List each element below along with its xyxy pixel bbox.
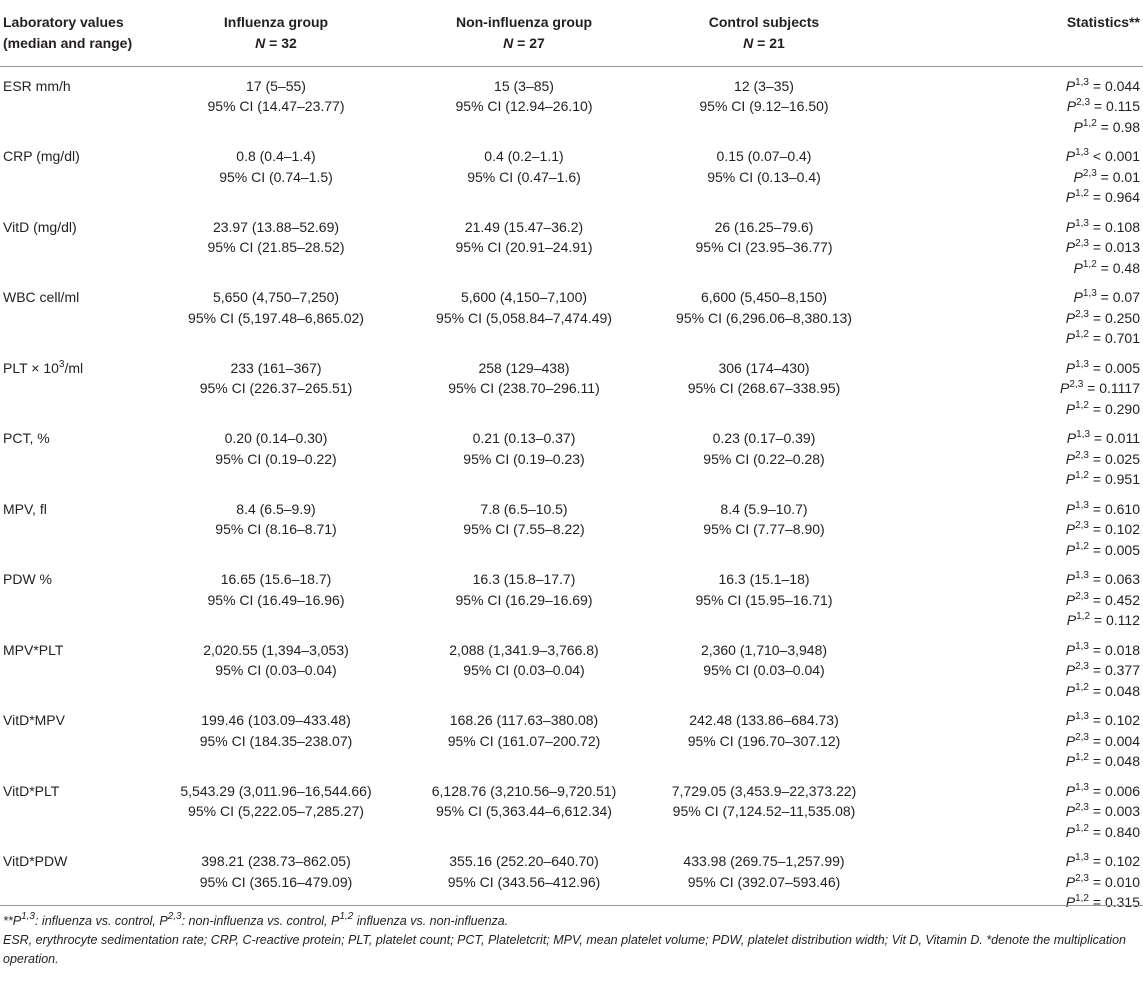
p-value: P$^{2,3}$ = 0.01 [1073, 167, 1140, 185]
header-control [644, 0, 884, 66]
confidence-interval: 95% CI (0.19–0.23) [463, 450, 585, 467]
header-lab-values-line1: Laboratory values [3, 14, 124, 30]
median-range: 8.4 (5.9–10.7) [720, 500, 808, 517]
table-body [0, 66, 1143, 913]
influenza-cell [148, 137, 404, 208]
median-range: 398.21 (238.73–862.05) [201, 853, 351, 869]
p-value: P$^{1,3}$ < 0.001 [1065, 147, 1140, 164]
table-header [0, 0, 1143, 66]
median-range: 23.97 (13.88–52.69) [212, 218, 340, 235]
p-value: P$^{1,3}$ = 0.005 [1065, 358, 1140, 376]
median-range: 233 (161–367) [230, 359, 322, 376]
median-range: 0.4 (0.2–1.1) [484, 148, 564, 164]
noninfluenza-cell [404, 772, 644, 843]
influenza-cell [148, 490, 404, 561]
row-label-text: MPV, fl [3, 500, 47, 517]
median-range: 5,600 (4,150–7,100) [460, 289, 588, 305]
row-label [0, 66, 148, 137]
table-footnotes [0, 905, 1143, 981]
statistics-cell [884, 490, 1143, 561]
confidence-interval: 95% CI (5,197.48–6,865.02) [188, 309, 364, 326]
median-range: 306 (174–430) [718, 359, 810, 376]
median-range: 7,729.05 (3,453.9–22,373.22) [671, 782, 857, 799]
confidence-interval: 95% CI (9.12–16.50) [699, 98, 829, 114]
influenza-cell [148, 560, 404, 631]
median-range: 199.46 (103.09–433.48) [201, 712, 351, 728]
influenza-cell [148, 349, 404, 420]
p-value: P$^{1,3}$ = 0.102 [1065, 711, 1140, 728]
median-range: 0.23 (0.17–0.39) [712, 430, 816, 446]
row-label-sup: 3 [58, 358, 65, 370]
table-row [0, 490, 1143, 561]
p-value: P$^{2,3}$ = 0.102 [1065, 520, 1140, 537]
control-cell [644, 772, 884, 843]
p-value: P$^{2,3}$ = 0.250 [1065, 308, 1140, 326]
row-label-text: CRP (mg/dl) [3, 148, 80, 164]
median-range: 0.20 (0.14–0.30) [224, 430, 328, 446]
header-noninfluenza-title: Non-influenza group [455, 14, 593, 30]
median-range: 0.21 (0.13–0.37) [472, 430, 576, 446]
median-range: 6,600 (5,450–8,150) [700, 289, 828, 305]
footnote-comparisons: $**P^{1,3}$: influenza vs. control, P$^{2,3}$: non-influenza vs. control, P$^{1,2}$ influenza vs. non-influenza. [3, 911, 509, 928]
statistics-cell [884, 772, 1143, 843]
median-range: 16.3 (15.8–17.7) [472, 571, 576, 587]
row-label [0, 701, 148, 772]
row-label [0, 208, 148, 279]
statistics-cell [884, 349, 1143, 420]
row-label [0, 631, 148, 702]
p-value: P$^{1,3}$ = 0.018 [1065, 640, 1140, 658]
control-cell [644, 631, 884, 702]
median-range: 0.8 (0.4–1.4) [236, 148, 316, 164]
confidence-interval: 95% CI (21.85–28.52) [207, 239, 345, 255]
statistics-cell [884, 66, 1143, 137]
header-lab-values-line2: (median and range) [3, 35, 133, 51]
p-value: P$^{1,2}$ = 0.005 [1065, 540, 1140, 558]
control-cell [644, 842, 884, 913]
statistics-cell [884, 701, 1143, 772]
confidence-interval: 95% CI (392.07–593.46) [687, 873, 841, 890]
noninfluenza-cell [404, 490, 644, 561]
p-value: P$^{2,3}$ = 0.452 [1065, 590, 1140, 608]
row-label [0, 419, 148, 490]
median-range: 242.48 (133.86–684.73) [689, 712, 839, 728]
confidence-interval: 95% CI (14.47–23.77) [207, 98, 345, 114]
row-label-text: VitD*PLT [3, 782, 60, 799]
table-row [0, 560, 1143, 631]
row-label [0, 137, 148, 208]
p-value: P$^{1,2}$ = 0.48 [1073, 258, 1140, 276]
median-range: 2,088 (1,341.9–3,766.8) [449, 641, 599, 658]
control-cell [644, 66, 884, 137]
confidence-interval: 95% CI (343.56–412.96) [447, 873, 601, 890]
p-value: P$^{2,3}$ = 0.004 [1065, 731, 1140, 749]
header-influenza-title: Influenza group [223, 14, 329, 30]
p-value: P$^{1,2}$ = 0.315 [1065, 893, 1140, 910]
table-row [0, 842, 1143, 913]
noninfluenza-cell [404, 278, 644, 349]
noninfluenza-cell [404, 560, 644, 631]
noninfluenza-cell [404, 419, 644, 490]
median-range: 16.3 (15.1–18) [718, 571, 810, 587]
noninfluenza-cell [404, 66, 644, 137]
p-value: P$^{1,3}$ = 0.063 [1065, 570, 1140, 587]
p-value: P$^{1,2}$ = 0.840 [1065, 822, 1140, 840]
confidence-interval: 95% CI (5,363.44–6,612.34) [436, 803, 612, 819]
median-range: 17 (5–55) [246, 77, 306, 94]
row-label [0, 560, 148, 631]
confidence-interval: 95% CI (0.74–1.5) [219, 168, 333, 185]
confidence-interval: 95% CI (161.07–200.72) [447, 732, 601, 749]
statistics-cell [884, 278, 1143, 349]
p-value: P$^{1,2}$ = 0.964 [1065, 188, 1140, 205]
header-noninfluenza [404, 0, 644, 66]
confidence-interval: 95% CI (238.70–296.11) [448, 380, 600, 396]
confidence-interval: 95% CI (23.95–36.77) [695, 239, 833, 255]
control-cell [644, 208, 884, 279]
median-range: 2,360 (1,710–3,948) [700, 641, 828, 658]
header-influenza-n: N = 32 [255, 35, 297, 51]
confidence-interval: 95% CI (0.03–0.04) [463, 662, 585, 678]
p-value: P$^{2,3}$ = 0.025 [1065, 449, 1140, 467]
header-control-n: N = 21 [743, 35, 785, 51]
influenza-cell [148, 419, 404, 490]
confidence-interval: 95% CI (365.16–479.09) [199, 873, 353, 890]
p-value: P$^{1,3}$ = 0.108 [1065, 217, 1140, 235]
row-label [0, 278, 148, 349]
header-control-title: Control subjects [708, 14, 820, 30]
statistics-cell [884, 560, 1143, 631]
confidence-interval: 95% CI (5,058.84–7,474.49) [436, 309, 612, 326]
noninfluenza-cell [404, 137, 644, 208]
confidence-interval: 95% CI (0.03–0.04) [703, 662, 825, 678]
row-label [0, 772, 148, 843]
header-noninfluenza-n: N = 27 [503, 35, 545, 51]
table-row [0, 631, 1143, 702]
confidence-interval: 95% CI (226.37–265.51) [199, 380, 353, 396]
table-row [0, 419, 1143, 490]
p-value: P$^{2,3}$ = 0.377 [1065, 661, 1140, 678]
p-value: P$^{1,2}$ = 0.048 [1065, 681, 1140, 699]
p-value: P$^{2,3}$ = 0.1117 [1060, 379, 1140, 396]
median-range: 168.26 (117.63–380.08) [449, 712, 599, 728]
table-row [0, 701, 1143, 772]
confidence-interval: 95% CI (12.94–26.10) [455, 98, 593, 114]
control-cell [644, 349, 884, 420]
noninfluenza-cell [404, 701, 644, 772]
p-value: P$^{1,2}$ = 0.290 [1065, 399, 1140, 417]
table-row [0, 66, 1143, 137]
table-row [0, 349, 1143, 420]
control-cell [644, 419, 884, 490]
row-label-text: VitD*MPV [3, 712, 65, 728]
row-label [0, 842, 148, 913]
confidence-interval: 95% CI (0.13–0.4) [707, 168, 821, 185]
row-label [0, 349, 148, 420]
p-value: P$^{1,3}$ = 0.07 [1073, 288, 1140, 305]
confidence-interval: 95% CI (8.16–8.71) [215, 521, 337, 537]
confidence-interval: 95% CI (7,124.52–11,535.08) [672, 803, 856, 819]
row-label [0, 490, 148, 561]
p-value: P$^{1,3}$ = 0.610 [1065, 499, 1140, 517]
median-range: 433.98 (269.75–1,257.99) [683, 853, 845, 869]
median-range: 21.49 (15.47–36.2) [464, 218, 584, 235]
statistics-cell [884, 208, 1143, 279]
median-range: 8.4 (6.5–9.9) [236, 500, 316, 517]
confidence-interval: 95% CI (0.19–0.22) [215, 450, 337, 467]
p-value: P$^{1,3}$ = 0.102 [1065, 852, 1140, 869]
row-label-text: ESR mm/h [3, 77, 71, 94]
p-value: P$^{2,3}$ = 0.010 [1065, 872, 1140, 890]
confidence-interval: 95% CI (268.67–338.95) [687, 380, 841, 396]
confidence-interval: 95% CI (6,296.06–8,380.13) [676, 309, 852, 326]
row-label-text: PDW % [3, 571, 52, 587]
confidence-interval: 95% CI (0.47–1.6) [467, 168, 581, 185]
table-row [0, 772, 1143, 843]
confidence-interval: 95% CI (20.91–24.91) [455, 239, 593, 255]
table-row [0, 137, 1143, 208]
row-label-text: WBC cell/ml [3, 289, 80, 305]
p-value: P$^{1,2}$ = 0.98 [1073, 117, 1140, 135]
median-range: 5,650 (4,750–7,250) [212, 289, 340, 305]
control-cell [644, 701, 884, 772]
influenza-cell [148, 631, 404, 702]
noninfluenza-cell [404, 842, 644, 913]
confidence-interval: 95% CI (7.55–8.22) [463, 521, 585, 537]
noninfluenza-cell [404, 631, 644, 702]
statistics-cell [884, 631, 1143, 702]
p-value: P$^{1,2}$ = 0.951 [1065, 470, 1140, 487]
p-value: P$^{1,2}$ = 0.048 [1065, 752, 1140, 769]
statistics-cell [884, 137, 1143, 208]
influenza-cell [148, 772, 404, 843]
row-label-text: PLT × 10 [3, 359, 59, 376]
influenza-cell [148, 66, 404, 137]
confidence-interval: 95% CI (5,222.05–7,285.27) [188, 803, 364, 819]
confidence-interval: 95% CI (16.49–16.96) [207, 591, 345, 608]
statistics-cell [884, 842, 1143, 913]
confidence-interval: 95% CI (196.70–307.12) [687, 732, 841, 749]
row-label-suffix: /ml [64, 359, 84, 376]
statistics-cell [884, 419, 1143, 490]
table-row [0, 278, 1143, 349]
median-range: 0.15 (0.07–0.4) [716, 148, 812, 164]
p-value: P$^{1,3}$ = 0.044 [1065, 76, 1140, 94]
p-value: P$^{2,3}$ = 0.013 [1065, 238, 1140, 255]
row-label-text: VitD (mg/dl) [3, 218, 77, 235]
p-value: P$^{1,2}$ = 0.112 [1066, 611, 1140, 628]
p-value: P$^{1,3}$ = 0.006 [1065, 781, 1140, 799]
control-cell [644, 278, 884, 349]
control-cell [644, 560, 884, 631]
median-range: 258 (129–438) [478, 359, 570, 376]
p-value: P$^{2,3}$ = 0.003 [1065, 802, 1140, 819]
header-statistics: Statistics** [884, 0, 1143, 66]
confidence-interval: 95% CI (7.77–8.90) [703, 521, 825, 537]
median-range: 6,128.76 (3,210.56–9,720.51) [431, 782, 617, 799]
median-range: 16.65 (15.6–18.7) [220, 571, 332, 587]
influenza-cell [148, 208, 404, 279]
influenza-cell [148, 701, 404, 772]
noninfluenza-cell [404, 349, 644, 420]
confidence-interval: 95% CI (16.29–16.69) [455, 591, 593, 608]
median-range: 355.16 (252.20–640.70) [449, 853, 599, 869]
confidence-interval: 95% CI (184.35–238.07) [199, 732, 353, 749]
influenza-cell [148, 842, 404, 913]
median-range: 2,020.55 (1,394–3,053) [203, 641, 349, 658]
confidence-interval: 95% CI (0.22–0.28) [703, 450, 825, 467]
confidence-interval: 95% CI (0.03–0.04) [215, 662, 337, 678]
control-cell [644, 490, 884, 561]
median-range: 12 (3–35) [734, 77, 794, 94]
table-row [0, 208, 1143, 279]
median-range: 26 (16.25–79.6) [714, 218, 814, 235]
noninfluenza-cell [404, 208, 644, 279]
p-value: P$^{1,2}$ = 0.701 [1065, 329, 1140, 346]
control-cell [644, 137, 884, 208]
influenza-cell [148, 278, 404, 349]
p-value: P$^{1,3}$ = 0.011 [1066, 429, 1140, 446]
median-range: 15 (3–85) [494, 77, 554, 94]
row-label-text: PCT, % [3, 430, 50, 446]
median-range: 5,543.29 (3,011.96–16,544.66) [180, 782, 372, 799]
row-label-text: MPV*PLT [3, 641, 64, 658]
header-lab-values [0, 0, 148, 66]
row-label-text: VitD*PDW [3, 853, 68, 869]
header-influenza [148, 0, 404, 66]
median-range: 7.8 (6.5–10.5) [480, 500, 568, 517]
p-value: P$^{2,3}$ = 0.115 [1066, 97, 1140, 114]
footnote-abbreviations: ESR, erythrocyte sedimentation rate; CRP, C-reactive protein; PLT, platelet count; PCT, Plateletcrit; MPV, mean platelet volume; PDW, platelet distribution width; Vit D, Vitamin D. *denote the multiplication operation. [3, 933, 1126, 966]
confidence-interval: 95% CI (15.95–16.71) [695, 591, 833, 608]
